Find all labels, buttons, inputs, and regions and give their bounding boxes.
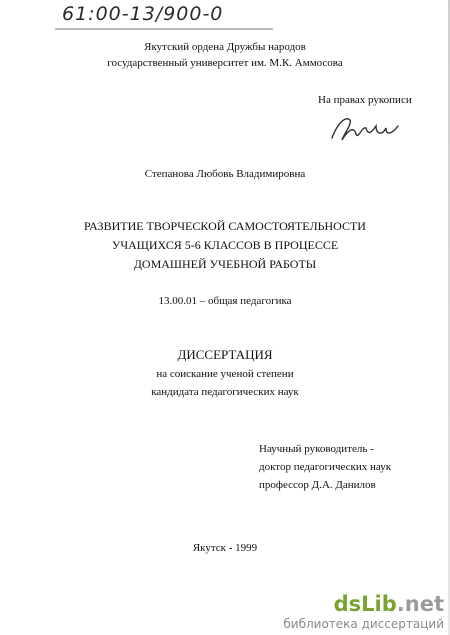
dissertation-title-line-1: РАЗВИТИЕ ТВОРЧЕСКОЙ САМОСТОЯТЕЛЬНОСТИ	[84, 219, 366, 233]
university-name-line-2: государственный университет им. М.К. Аммосова	[107, 57, 343, 69]
degree-line-2: кандидата педагогических наук	[151, 386, 299, 398]
document-type: ДИССЕРТАЦИЯ	[177, 347, 273, 362]
university-name-line-1: Якутский ордена Дружбы народов	[144, 41, 306, 53]
handwritten-registry-number: 61:00-13/900-0	[62, 3, 224, 25]
author-name: Степанова Любовь Владимировна	[144, 168, 306, 180]
watermark-subtitle: библиотека диссертаций	[283, 617, 444, 631]
watermark-logo-part1: dsLib	[333, 592, 397, 616]
supervisor-line-1: Научный руководитель -	[259, 443, 374, 455]
supervisor-line-2: доктор педагогических наук	[259, 461, 392, 473]
watermark-logo	[283, 594, 444, 615]
dissertation-title-line-3: ДОМАШНЕЙ УЧЕБНОЙ РАБОТЫ	[133, 257, 317, 271]
degree-line-1: на соискание ученой степени	[156, 368, 294, 380]
supervisor-line-3: профессор Д.А. Данилов	[259, 479, 376, 491]
manuscript-rights-note: На правах рукописи	[318, 94, 412, 106]
city-year: Якутск - 1999	[192, 542, 258, 554]
dissertation-title-line-2: УЧАЩИХСЯ 5-6 КЛАССОВ В ПРОЦЕССЕ	[111, 238, 339, 252]
author-signature	[328, 112, 408, 146]
dslib-watermark	[283, 594, 444, 631]
specialty-code: 13.00.01 – общая педагогика	[158, 295, 292, 307]
watermark-logo-part2: .net	[396, 592, 444, 616]
registry-underline	[55, 27, 275, 31]
